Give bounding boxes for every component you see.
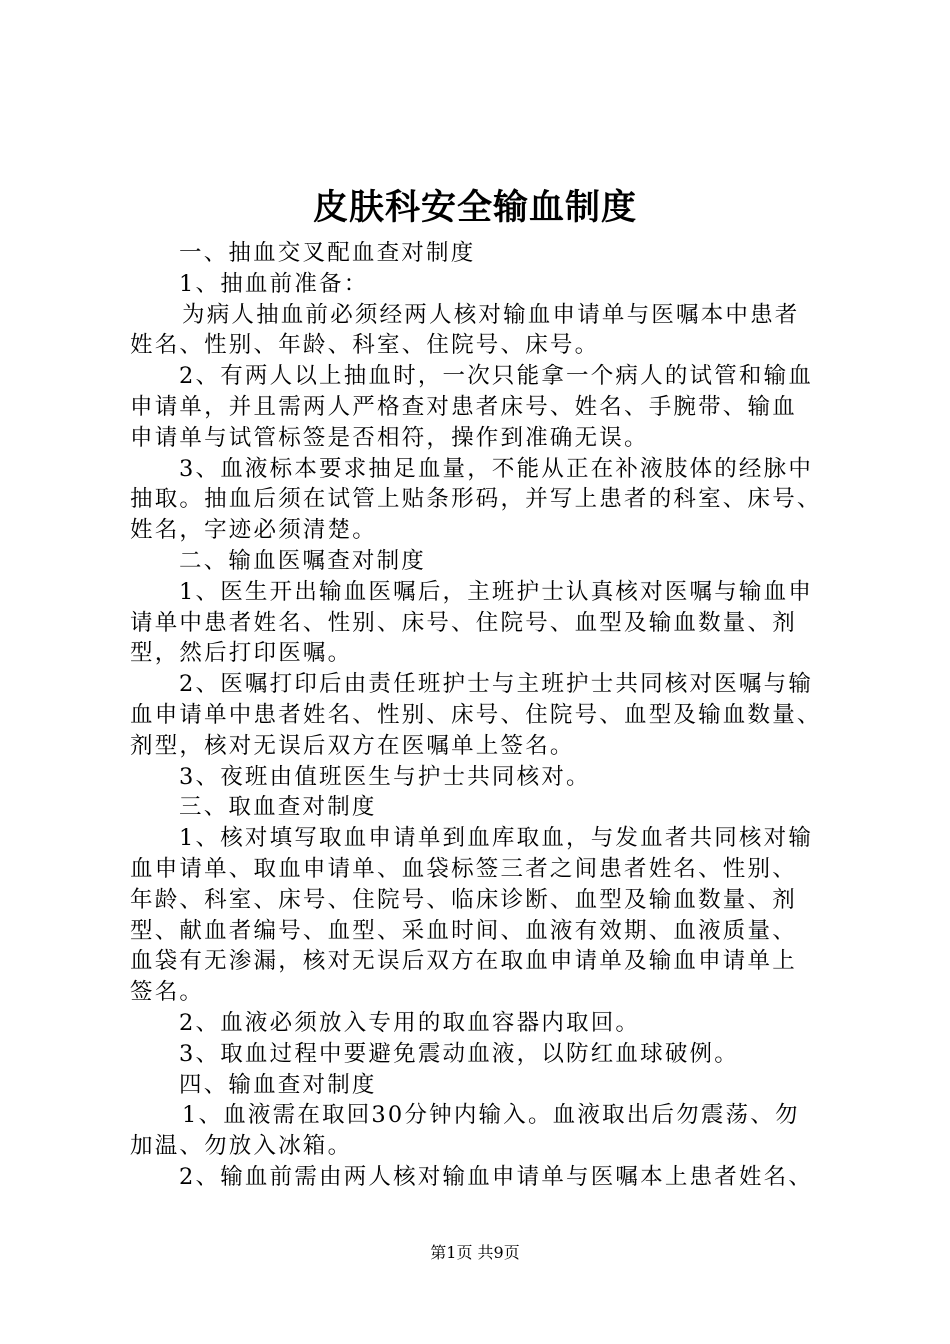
paragraph-line: 血申请单、取血申请单、血袋标签三者之间患者姓名、性别、	[130, 855, 797, 882]
paragraph-line: 3、取血过程中要避免震动血液，以防红血球破例。	[179, 1040, 739, 1067]
paragraph-line: 型，然后打印医嘱。	[130, 640, 353, 667]
section-heading-4: 四、输血查对制度	[179, 1071, 377, 1098]
section-heading-1: 一、抽血交叉配血查对制度	[179, 240, 476, 266]
paragraph-line: 2、血液必须放入专用的取血容器内取回。	[179, 1009, 641, 1036]
paragraph-line: 3、夜班由值班医生与护士共同核对。	[179, 763, 591, 790]
paragraph-line: 2、有两人以上抽血时，一次只能拿一个病人的试管和输血	[179, 363, 814, 390]
paragraph-line: 血申请单中患者姓名、性别、床号、住院号、血型及输血数量、	[130, 701, 822, 728]
paragraph-line: 剂型，核对无误后双方在医嘱单上签名。	[130, 732, 575, 759]
paragraph-line: 申请单与试管标签是否相符，操作到准确无误。	[130, 424, 649, 451]
paragraph-line: 抽取。抽血后须在试管上贴条形码，并写上患者的科室、床号、	[130, 486, 822, 513]
paragraph-line: 1、抽血前准备：	[179, 270, 369, 297]
paragraph-line: 姓名，字迹必须清楚。	[130, 517, 378, 544]
paragraph-line: 3、血液标本要求抽足血量，不能从正在补液肢体的经脉中	[179, 455, 814, 482]
paragraph-line: 型、献血者编号、血型、采血时间、血液有效期、血液质量、	[130, 917, 797, 944]
paragraph-line: 1、核对填写取血申请单到血库取血，与发血者共同核对输	[179, 825, 814, 852]
document-body	[130, 238, 830, 1193]
paragraph-line: 年龄、科室、床号、住院号、临床诊断、血型及输血数量、剂	[130, 886, 797, 913]
paragraph-line: 2、医嘱打印后由责任班护士与主班护士共同核对医嘱与输	[179, 671, 814, 698]
paragraph-line: 1、医生开出输血医嘱后，主班护士认真核对医嘱与输血申	[179, 578, 814, 605]
paragraph-line: 签名。	[130, 979, 205, 1006]
paragraph-line: 1、血液需在取回30分钟内输入。血液取出后勿震荡、勿	[182, 1102, 800, 1129]
page-number-footer: 第1页 共9页	[430, 1243, 520, 1262]
paragraph-line: 姓名、性别、年龄、科室、住院号、床号。	[130, 332, 600, 359]
section-heading-3: 三、取血查对制度	[179, 794, 377, 821]
paragraph-line: 请单中患者姓名、性别、床号、住院号、血型及输血数量、剂	[130, 609, 797, 636]
paragraph-line: 为病人抽血前必须经两人核对输血申请单与医嘱本中患者	[182, 301, 800, 328]
section-heading-2: 二、输血医嘱查对制度	[179, 547, 427, 574]
paragraph-line: 2、输血前需由两人核对输血申请单与医嘱本上患者姓名、	[179, 1163, 814, 1190]
paragraph-line: 加温、勿放入冰箱。	[130, 1133, 353, 1160]
paragraph-line: 血袋有无渗漏，核对无误后双方在取血申请单及输血申请单上	[130, 948, 797, 975]
document-title: 皮肤科安全输血制度	[312, 187, 637, 228]
paragraph-line: 申请单，并且需两人严格查对患者床号、姓名、手腕带、输血	[130, 393, 797, 420]
